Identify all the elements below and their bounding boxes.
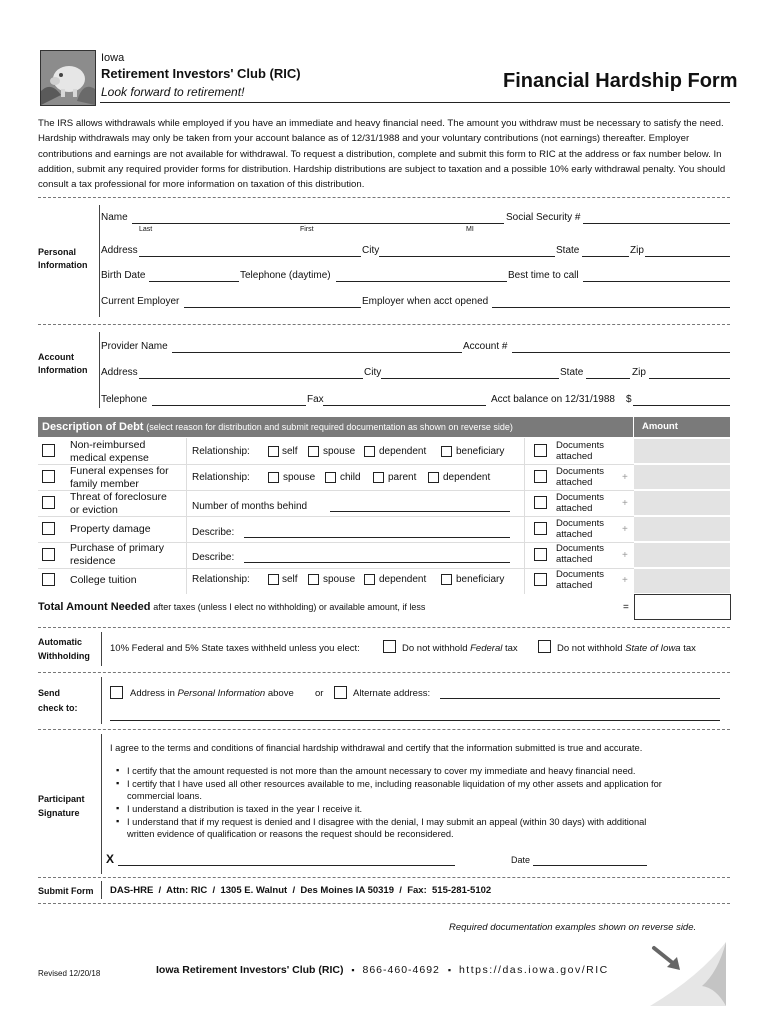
certify-4b: written evidence of qualification or reasons the request should be reconsidered. [127,829,454,839]
section-divider [38,672,730,673]
footer-bullet-1: ▪ [351,965,355,975]
documents-checkbox[interactable] [534,444,547,457]
documents-label: Documents [556,492,605,503]
spouse-label: spouse [283,472,316,483]
employer-opened-label: Employer when acct opened [362,296,489,307]
alternate-address-checkbox[interactable] [334,686,347,699]
provider-field[interactable] [172,352,462,353]
attached-label: attached [556,451,593,462]
alternate-address-field-1[interactable] [440,698,720,699]
plus-sign: + [622,498,628,509]
agree-text: I agree to the terms and conditions of financial hardship withdrawal and certify that the information submitted is true and accurate. [110,743,643,753]
debt-right-divider [524,438,525,594]
no-federal-post: tax [504,643,518,654]
send-vrule [101,677,102,724]
spouse-label: spouse [323,446,356,457]
plus-sign: + [622,472,628,483]
header-divider [100,102,730,103]
reverse-side-note: Required documentation examples shown on reverse side. [449,922,697,933]
documents-label: Documents [556,466,605,477]
no-federal-label [402,643,518,654]
no-state-post: tax [683,643,696,654]
relationship-label: Relationship: [192,574,250,585]
attached-label: attached [556,554,593,565]
amount-field-funeral[interactable] [634,465,730,490]
submit-form-label: Submit Form [38,886,94,896]
certify-1: I certify that the amount requested is not more than the amount necessary to cover my immediate and heavy financial need. [127,766,636,776]
state-em: State of Iowa [625,643,681,654]
account-info-label: Account Information [38,352,88,375]
plus-sign: + [622,550,628,561]
withholding-label-b: Withholding [38,651,90,661]
acct-balance-field[interactable] [633,405,730,406]
acct-zip-field[interactable] [649,378,730,379]
no-state-label [557,643,696,654]
state-field[interactable] [582,256,629,257]
property-damage-label: Property damage [70,523,151,535]
primary-residence-checkbox[interactable] [42,548,55,561]
withholding-vrule [101,632,102,666]
attached-label: attached [556,503,593,514]
attached-label: attached [556,529,593,540]
documents-checkbox[interactable] [534,548,547,561]
opt1-pre: Address in [130,688,175,699]
acct-address-label: Address [101,367,138,378]
total-amount-row [38,601,425,613]
describe-label: Describe: [192,527,235,538]
no-state-withholding-checkbox[interactable] [538,640,551,653]
signature-label-b: Signature [38,808,80,818]
self-label: self [282,446,298,457]
amount-field-property[interactable] [634,517,730,542]
alternate-address-label: Alternate address: [353,688,431,699]
funeral-expense-checkbox[interactable] [42,470,55,483]
beneficiary-label: beneficiary [456,446,505,457]
parent-checkbox[interactable] [373,472,384,483]
documents-checkbox[interactable] [534,470,547,483]
section-divider [38,903,730,904]
documents-label: Documents [556,543,605,554]
foreclosure-label-a: Threat of foreclosure [70,491,167,503]
last-label: Last [139,226,153,233]
documents-label: Documents [556,569,605,580]
section-divider [38,324,730,325]
plus-sign: + [622,575,628,586]
best-time-label: Best time to call [508,270,579,281]
acct-address-field[interactable] [139,378,363,379]
debt-header-note: (select reason for distribution and submit required documentation as shown on reverse side) [146,422,513,432]
provider-label: Provider Name [101,341,168,352]
section-divider [38,627,730,628]
property-damage-checkbox[interactable] [42,522,55,535]
zip-field[interactable] [645,256,730,257]
certify-2b: commercial loans. [127,791,202,801]
employer-label: Current Employer [101,296,180,307]
acct-city-label: City [364,367,382,378]
address-label: Address [101,245,138,256]
medical-label-b: medical expense [70,452,149,464]
spouse-checkbox[interactable] [308,446,319,457]
section-divider [38,729,730,730]
logo-piggy-bank-icon [40,50,96,106]
ssn-field[interactable] [583,223,730,224]
funeral-label-b: family member [70,478,139,490]
signature-x: X [106,852,115,866]
section-divider [38,197,730,198]
amount-header-divider [633,417,634,437]
bullet-3: ▪ [116,803,120,813]
describe-field-property[interactable] [244,537,510,538]
footer-phone: 866-460-4692 [362,964,440,976]
row-separator [38,516,634,517]
telephone-label: Telephone (daytime) [240,270,331,281]
footer-bullet-2: ▪ [447,965,452,975]
withholding-label-a: Automatic [38,637,83,647]
documents-label: Documents [556,440,605,451]
no-state-pre: Do not withhold [557,643,623,654]
acct-balance-label: Acct balance on 12/31/1988 [491,394,615,405]
residence-label-b: residence [70,555,116,567]
amount-field-residence[interactable] [634,543,730,568]
parent-label: parent [388,472,417,483]
employer-opened-field[interactable] [492,307,730,308]
self-checkbox[interactable] [268,446,279,457]
city-field[interactable] [379,256,555,257]
footer-org: Iowa Retirement Investors' Club (RIC) [156,964,344,976]
attached-label: attached [556,477,593,488]
opt1-post: above [267,688,294,699]
documents-checkbox[interactable] [534,496,547,509]
account-no-field[interactable] [512,352,730,353]
foreclosure-checkbox[interactable] [42,496,55,509]
form-title: Financial Hardship Form [503,70,738,92]
state-label: State [556,245,580,256]
total-amount-note: after taxes (unless I elect no withholding) or available amount, if less [153,602,426,612]
submit-vrule [101,881,102,899]
birth-date-field[interactable] [149,281,239,282]
header-org: Retirement Investors' Club (RIC) [101,66,301,81]
relationship-label: Relationship: [192,472,250,483]
footer-line [156,964,609,976]
describe-label: Describe: [192,552,235,563]
college-tuition-label: College tuition [70,574,137,586]
months-behind-label: Number of months behind [192,501,308,512]
equals-sign: = [623,602,629,613]
documents-checkbox[interactable] [534,522,547,535]
revised-date: Revised 12/20/18 [38,969,101,978]
telephone-field[interactable] [336,281,507,282]
section-divider [38,877,730,878]
spouse-label: spouse [323,574,356,585]
beneficiary-checkbox[interactable] [441,574,452,585]
beneficiary-label: beneficiary [456,574,505,585]
header-tagline: Look forward to retirement! [101,85,245,99]
child-label: child [340,472,361,483]
certify-2a: I certify that I have used all other resources available to me, including reasonable liquidation of my other assets and application for [127,779,662,789]
dependent-label: dependent [379,574,427,585]
no-federal-withholding-checkbox[interactable] [383,640,396,653]
beneficiary-checkbox[interactable] [441,446,452,457]
date-label: Date [511,855,531,865]
debt-header [42,421,513,433]
footer-url[interactable]: https://das.iowa.gov/RIC [458,964,609,976]
acct-fax-label: Fax [307,394,324,405]
self-checkbox[interactable] [268,574,279,585]
certify-3: I understand a distribution is taxed in the year I receive it. [127,804,363,814]
spouse-checkbox[interactable] [268,472,279,483]
address-field[interactable] [139,256,361,257]
foreclosure-label-b: or eviction [70,504,118,516]
dependent-checkbox[interactable] [428,472,439,483]
certify-4a: I understand that if my request is denied and I disagree with the denial, I may submit an appeal (within 30 days) with additional [127,817,647,827]
zip-label: Zip [630,245,644,256]
dependent-checkbox[interactable] [364,574,375,585]
name-field[interactable] [132,223,504,224]
send-label-b: check to: [38,703,78,713]
signature-vrule [101,734,102,874]
documents-label: Documents [556,518,605,529]
medical-expense-checkbox[interactable] [42,444,55,457]
bullet-1: ▪ [116,765,120,775]
no-federal-pre: Do not withhold [402,643,468,654]
alternate-address-field-2[interactable] [110,720,720,721]
months-behind-field[interactable] [330,511,510,512]
child-checkbox[interactable] [325,472,336,483]
personal-address-checkbox[interactable] [110,686,123,699]
debt-left-divider [186,438,187,594]
medical-label-a: Non-reimbursed [70,439,146,451]
dependent-label: dependent [443,472,491,483]
residence-label-a: Purchase of primary [70,542,164,554]
acct-telephone-label: Telephone [101,394,148,405]
page-curl-arrow-icon [640,936,736,1008]
submit-address: DAS-HRE / Attn: RIC / 1305 E. Walnut / Des Moines IA 50319 / Fax: 515-281-5102 [110,885,492,896]
dollar-sign: $ [626,394,632,405]
account-no-label: Account # [463,341,508,352]
or-label: or [315,688,324,699]
send-label-a: Send [38,688,61,698]
dependent-label: dependent [379,446,427,457]
account-vrule [99,332,100,408]
debt-header-bold: Description of Debt [42,421,144,433]
amount-field-tuition[interactable] [634,569,730,594]
ssn-label: Social Security # [506,212,581,223]
city-label: City [362,245,380,256]
withholding-text: 10% Federal and 5% State taxes withheld unless you elect: [110,643,360,654]
acct-fax-field[interactable] [323,405,486,406]
header-state: Iowa [101,52,125,64]
best-time-field[interactable] [583,281,730,282]
federal-em: Federal [470,643,503,654]
acct-state-field[interactable] [586,378,630,379]
first-label: First [300,226,314,233]
amount-field-foreclosure[interactable] [634,491,730,516]
describe-field-residence[interactable] [244,562,510,563]
funeral-label-a: Funeral expenses for [70,465,169,477]
acct-telephone-field[interactable] [152,405,306,406]
attached-label: attached [556,580,593,591]
acct-zip-label: Zip [632,367,646,378]
total-amount-field[interactable] [634,594,731,620]
mi-label: MI [466,226,474,233]
acct-state-label: State [560,367,584,378]
opt1-em: Personal Information [177,688,266,699]
personal-vrule [99,205,100,317]
row-separator [38,568,634,569]
spouse-checkbox[interactable] [308,574,319,585]
total-amount-label: Total Amount Needed [38,601,151,613]
intro-text: The IRS allows withdrawals while employed if you have an immediate and heavy financial need. The amount you withdraw must be necessary to satisfy the need. Hardship withdrawals may only be taken from your account balance as of 12/31/1988 and your voluntary contributions (not earnings) thereafter. Employer contributions and earnings are not available for withdrawal. To request a distribution, complete and submit this form to RIC at the address or fax number below. In addition, submit any required provider forms for distribution. Hardship distributions are subject to taxation and a possible 10% early withdrawal penalty. You should consult a tax professional for more information on taxation of this distribution. [38,118,726,191]
employer-field[interactable] [184,307,361,308]
bullet-2: ▪ [116,778,120,788]
name-label: Name [101,212,128,223]
plus-sign: + [622,524,628,535]
amount-header: Amount [642,421,678,432]
personal-info-label: Personal Information [38,247,88,270]
signature-label-a: Participant [38,794,85,804]
birth-date-label: Birth Date [101,270,146,281]
date-field[interactable] [533,865,647,866]
signature-field[interactable] [118,865,455,866]
self-label: self [282,574,298,585]
acct-city-field[interactable] [381,378,559,379]
bullet-4: ▪ [116,816,120,826]
relationship-label: Relationship: [192,446,250,457]
college-tuition-checkbox[interactable] [42,573,55,586]
documents-checkbox[interactable] [534,573,547,586]
personal-address-option [130,688,294,699]
amount-field-medical[interactable] [634,439,730,464]
dependent-checkbox[interactable] [364,446,375,457]
